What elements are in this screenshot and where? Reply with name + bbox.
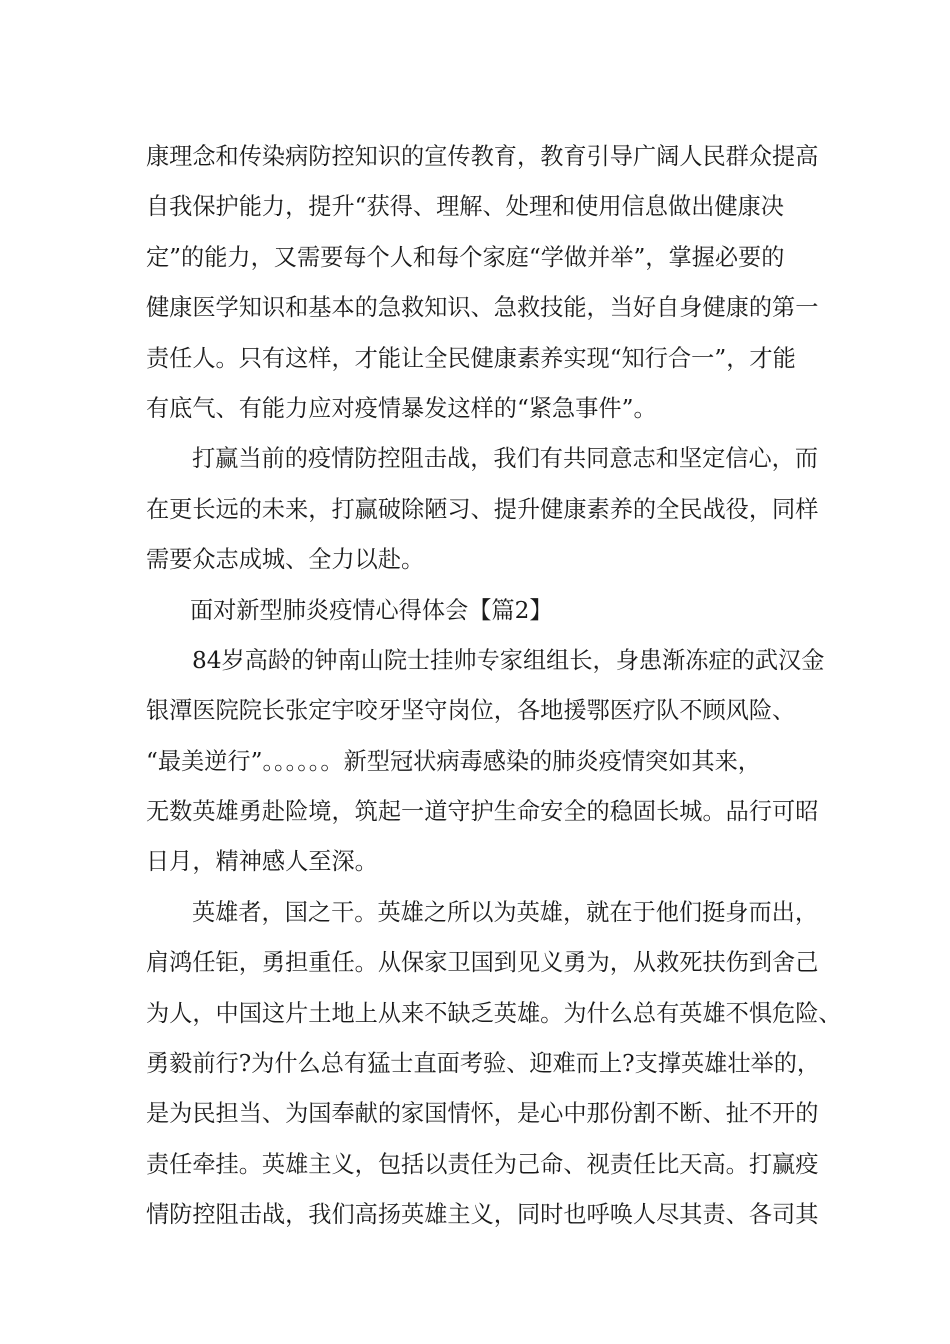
text-line: 健康医学知识和基本的急救知识、急救技能，当好自身健康的第一 bbox=[146, 294, 819, 322]
paragraph bbox=[146, 888, 842, 1241]
text-line: 定”的能力，又需要每个人和每个家庭“学做并举”，掌握必要的 bbox=[146, 243, 785, 271]
text-line: 打赢当前的疫情防控阻击战，我们有共同意志和坚定信心，而 bbox=[192, 445, 819, 473]
paragraph bbox=[146, 636, 826, 888]
text-line: 肩鸿任钜，勇担重任。从保家卫国到见义勇为，从救死扶伤到舍己 bbox=[146, 949, 819, 977]
text-line: 康理念和传染病防控知识的宣传教育，教育引导广阔人民群众提高 bbox=[146, 143, 819, 170]
text-line: 需要众志成城、全力以赴。 bbox=[146, 546, 425, 574]
text-line: 情防控阻击战，我们高扬英雄主义，同时也呼唤人尽其责、各司其 bbox=[146, 1201, 819, 1229]
text-line: 银潭医院院长张定宇咬牙坚守岗位，各地援鄂医疗队不顾风险、 bbox=[146, 697, 796, 725]
text-line: 在更长远的未来，打赢破除陋习、提升健康素养的全民战役，同样 bbox=[146, 495, 819, 523]
document-body bbox=[146, 132, 842, 1241]
text-line: 英雄者，国之干。英雄之所以为英雄，就在于他们挺身而出， bbox=[192, 898, 819, 926]
text-line: 84岁高龄的钟南山院士挂帅专家组组长，身患渐冻症的武汉金 bbox=[192, 646, 825, 674]
text-line: 自我保护能力，提升“获得、理解、处理和使用信息做出健康决 bbox=[146, 193, 784, 221]
text-line: 责任牵挂。英雄主义，包括以责任为己命、视责任比天高。打赢疫 bbox=[146, 1150, 819, 1178]
text-line: 日月，精神感人至深。 bbox=[146, 848, 378, 876]
text-line: “最美逆行”。。。。。。新型冠状病毒感染的肺炎疫情突如其来， bbox=[146, 747, 761, 775]
text-line: 是为民担当、为国奉献的家国情怀，是心中那份割不断、扯不开的 bbox=[146, 1100, 819, 1128]
text-line: 无数英雄勇赴险境，筑起一道守护生命安全的稳固长城。品行可昭 bbox=[146, 798, 819, 826]
paragraph bbox=[146, 434, 826, 585]
section-heading bbox=[146, 586, 826, 636]
text-line: 有底气、有能力应对疫情暴发这样的“紧急事件”。 bbox=[146, 394, 657, 422]
paragraph bbox=[146, 132, 826, 434]
text-line: 面对新型肺炎疫情心得体会【篇2】 bbox=[190, 596, 553, 624]
text-line: 责任人。只有这样，才能让全民健康素养实现“知行合一”，才能 bbox=[146, 344, 796, 372]
text-line: 为人，中国这片土地上从来不缺乏英雄。为什么总有英雄不惧危险、 bbox=[146, 999, 842, 1027]
text-line: 勇毅前行?为什么总有猛士直面考验、迎难而上?支撑英雄壮举的， bbox=[146, 1050, 821, 1078]
